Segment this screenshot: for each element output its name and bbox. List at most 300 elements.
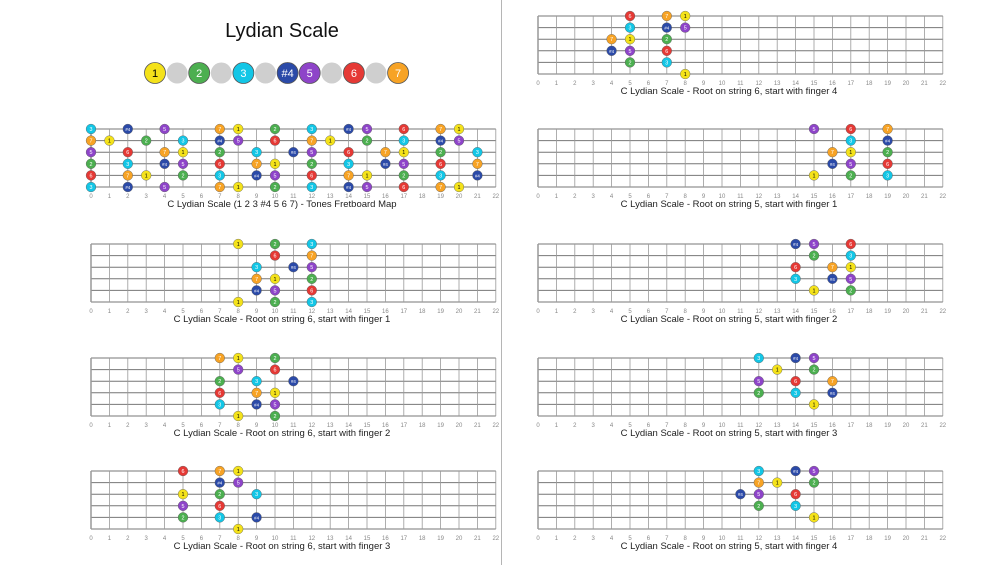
svg-text:2: 2: [757, 503, 761, 510]
svg-text:1: 1: [849, 265, 853, 272]
svg-text:7: 7: [830, 150, 834, 157]
note-dot: [252, 286, 262, 296]
note-dot: [883, 159, 893, 169]
svg-text:6: 6: [402, 127, 406, 133]
fret-number: 3: [144, 194, 148, 200]
fret-number: 9: [254, 309, 259, 315]
note-dot: [307, 159, 317, 169]
fret-number: 22: [939, 194, 947, 200]
fret-number: 16: [382, 194, 389, 200]
svg-text:7: 7: [475, 161, 479, 168]
svg-text:3: 3: [218, 173, 222, 180]
note-dot: [233, 124, 243, 134]
fret-number: 0: [89, 536, 93, 542]
note-dot: [791, 239, 801, 249]
fret-number: 17: [847, 194, 855, 200]
note-dot: [846, 159, 856, 169]
fret-number: 10: [271, 194, 279, 200]
fret-number: 7: [665, 423, 669, 429]
fret-number: 5: [628, 194, 632, 200]
svg-text:5: 5: [849, 276, 853, 283]
fret-number: 2: [126, 194, 130, 200]
note-dot: [791, 262, 801, 272]
fret-number: 5: [181, 194, 185, 200]
note-dot: [399, 136, 409, 146]
fretboard: [87, 125, 500, 200]
svg-text:7: 7: [163, 150, 167, 157]
svg-text:2: 2: [218, 150, 222, 157]
note-dot: [141, 171, 151, 181]
fret-number: 18: [865, 81, 873, 87]
note-dot: [680, 23, 690, 33]
svg-text:5: 5: [310, 150, 314, 157]
note-dot: [215, 388, 225, 398]
fret-number: 20: [455, 423, 463, 429]
fret-number: 7: [218, 423, 222, 429]
note-dot: [754, 501, 764, 511]
svg-text:1: 1: [236, 527, 240, 533]
svg-text:3: 3: [757, 469, 761, 475]
svg-text:1: 1: [775, 480, 779, 487]
svg-text:1: 1: [812, 173, 816, 180]
fret-number: 12: [308, 536, 316, 542]
svg-text:7: 7: [439, 185, 443, 191]
fret-number: 1: [107, 309, 112, 315]
note-dot: [754, 353, 764, 363]
fret-number: 10: [718, 194, 726, 200]
fret-number: 15: [810, 536, 818, 542]
note-dot: [662, 46, 672, 56]
svg-text:5: 5: [365, 127, 369, 133]
svg-text:1: 1: [181, 492, 185, 499]
note-dot: [233, 353, 243, 363]
fret-number: 4: [609, 309, 614, 315]
note-dot: [307, 274, 317, 284]
svg-text:#4: #4: [346, 127, 352, 132]
fret-number: 18: [418, 309, 426, 315]
fret-number: 7: [665, 81, 669, 87]
fretboard: [534, 354, 947, 429]
note-dot: [344, 147, 354, 157]
svg-text:5: 5: [757, 492, 761, 499]
fret-number: 4: [162, 194, 167, 200]
fret-number: 6: [199, 309, 204, 315]
fret-number: 17: [847, 81, 855, 87]
note-dot: [325, 136, 335, 146]
svg-text:5: 5: [812, 242, 816, 248]
note-dot: [233, 411, 243, 421]
note-dot: [178, 171, 188, 181]
note-dot: [215, 466, 225, 476]
svg-text:2: 2: [757, 390, 761, 397]
note-dot: [141, 136, 151, 146]
fret-number: 13: [773, 423, 781, 429]
note-dot: [846, 124, 856, 134]
fret-number: 17: [400, 309, 408, 315]
fret-number: 12: [308, 194, 316, 200]
fret-number: 20: [455, 194, 463, 200]
fret-number: 4: [609, 194, 614, 200]
note-dot: [625, 34, 635, 44]
fret-number: 3: [591, 194, 595, 200]
fret-number: 8: [236, 194, 240, 200]
note-dot: [270, 274, 280, 284]
fret-number: 11: [290, 309, 297, 315]
legend-tone-dot: [189, 63, 210, 84]
svg-text:6: 6: [886, 161, 890, 168]
diagram-root-6-finger-3: [87, 467, 500, 567]
fret-number: 10: [271, 536, 279, 542]
fret-number: 20: [902, 194, 910, 200]
fretboard: [534, 240, 947, 315]
note-dot: [791, 501, 801, 511]
diagram-root-6-finger-2: [87, 354, 500, 454]
fret-number: 8: [683, 536, 687, 542]
svg-text:3: 3: [126, 161, 130, 168]
note-dot: [828, 274, 838, 284]
fret-number: 9: [701, 81, 706, 87]
fret-number: 3: [591, 536, 595, 542]
note-dot: [791, 489, 801, 499]
fret-number: 16: [829, 194, 836, 200]
note-dot: [160, 159, 170, 169]
fret-number: 2: [126, 423, 130, 429]
fret-number: 2: [573, 536, 577, 542]
svg-text:2: 2: [665, 37, 669, 44]
note-dot: [791, 353, 801, 363]
svg-text:3: 3: [628, 25, 632, 32]
fret-number: 21: [474, 536, 481, 542]
fret-number: 11: [290, 423, 297, 429]
svg-text:2: 2: [310, 161, 314, 168]
fret-number: 12: [308, 309, 316, 315]
svg-text:1: 1: [683, 14, 687, 20]
note-dot: [846, 286, 856, 296]
fret-number: 9: [254, 423, 259, 429]
fret-number: 19: [437, 536, 444, 542]
note-dot: [344, 124, 354, 134]
svg-text:6: 6: [347, 150, 351, 157]
svg-text:1: 1: [273, 276, 277, 283]
fret-number: 17: [847, 536, 855, 542]
svg-text:1: 1: [236, 300, 240, 306]
fret-number: 4: [162, 536, 167, 542]
fret-number: 17: [847, 309, 855, 315]
fret-number: 15: [810, 194, 818, 200]
note-dot: [809, 171, 819, 181]
note-dot: [809, 251, 819, 261]
note-dot: [809, 124, 819, 134]
svg-text:5: 5: [236, 367, 240, 374]
svg-text:1: 1: [181, 150, 185, 157]
svg-text:3: 3: [439, 173, 443, 180]
note-dot: [270, 239, 280, 249]
diagram-caption: C Lydian Scale - Root on string 6, start with finger 2: [173, 428, 391, 439]
svg-text:7: 7: [218, 185, 222, 191]
svg-text:6: 6: [794, 379, 798, 386]
svg-text:#4: #4: [737, 492, 743, 498]
svg-text:2: 2: [812, 367, 816, 374]
fret-number: 1: [107, 194, 112, 200]
svg-text:#4: #4: [474, 173, 480, 179]
fret-number: 15: [363, 536, 371, 542]
svg-text:6: 6: [273, 367, 277, 374]
svg-text:1: 1: [236, 127, 240, 133]
note-dot: [307, 124, 317, 134]
fret-number: 12: [755, 423, 763, 429]
note-dot: [215, 136, 225, 146]
svg-text:1: 1: [107, 138, 111, 145]
fret-number: 11: [737, 536, 744, 542]
fret-number: 12: [755, 194, 763, 200]
legend-gap-dot: [366, 63, 387, 84]
note-dot: [307, 171, 317, 181]
fret-number: 18: [865, 194, 873, 200]
svg-text:2: 2: [849, 288, 853, 295]
svg-text:1: 1: [236, 414, 240, 420]
note-dot: [270, 353, 280, 363]
note-dot: [828, 159, 838, 169]
note-dot: [436, 136, 446, 146]
fret-number: 13: [326, 309, 334, 315]
fret-number: 4: [162, 423, 167, 429]
svg-text:7: 7: [610, 37, 614, 44]
svg-text:#4: #4: [382, 161, 388, 167]
legend-tone-dot: [233, 63, 254, 84]
fret-number: 9: [254, 536, 259, 542]
fret-number: 16: [829, 536, 836, 542]
svg-text:1: 1: [812, 515, 816, 522]
svg-text:#4: #4: [125, 185, 131, 190]
note-dot: [233, 466, 243, 476]
fret-number: 10: [271, 309, 279, 315]
note-dot: [86, 171, 96, 181]
note-dot: [754, 388, 764, 398]
fret-number: 8: [236, 309, 240, 315]
svg-text:5: 5: [163, 127, 167, 133]
fret-number: 1: [554, 423, 559, 429]
note-dot: [607, 46, 617, 56]
fret-number: 2: [126, 536, 130, 542]
fret-number: 0: [536, 81, 540, 87]
fret-number: 19: [884, 309, 891, 315]
fret-number: 8: [236, 536, 240, 542]
diagram-caption: C Lydian Scale - Root on string 5, start with finger 3: [620, 428, 838, 439]
svg-text:6: 6: [350, 68, 357, 80]
diagram-caption: C Lydian Scale - Root on string 5, start with finger 4: [620, 541, 838, 552]
note-dot: [123, 124, 133, 134]
legend-gap-dot: [255, 63, 276, 84]
note-dot: [270, 182, 280, 192]
diagram-caption: C Lydian Scale (1 2 3 #4 5 6 7) - Tones Fretboard Map: [167, 199, 397, 210]
note-dot: [160, 182, 170, 192]
svg-text:6: 6: [218, 161, 222, 168]
svg-text:6: 6: [665, 48, 669, 55]
note-dot: [828, 388, 838, 398]
fret-number: 10: [718, 309, 726, 315]
fret-number: 14: [792, 194, 799, 200]
column-divider: [501, 0, 502, 565]
note-dot: [791, 388, 801, 398]
svg-text:3: 3: [402, 138, 406, 145]
fret-number: 3: [591, 423, 595, 429]
legend-tone-dot: [388, 63, 409, 84]
note-dot: [399, 159, 409, 169]
fret-number: 22: [939, 536, 947, 542]
note-dot: [772, 478, 782, 488]
fret-number: 7: [218, 194, 222, 200]
fret-number: 7: [218, 309, 222, 315]
svg-text:7: 7: [255, 161, 259, 168]
note-dot: [270, 251, 280, 261]
svg-text:3: 3: [310, 127, 314, 133]
note-dot: [178, 136, 188, 146]
legend-tone-dot: [299, 63, 320, 84]
note-dot: [289, 147, 299, 157]
fret-number: 20: [902, 81, 910, 87]
svg-text:#4: #4: [829, 390, 835, 396]
svg-text:6: 6: [181, 469, 185, 475]
fret-number: 13: [326, 194, 334, 200]
svg-text:#4: #4: [829, 276, 835, 282]
svg-text:3: 3: [475, 150, 479, 157]
svg-text:6: 6: [849, 242, 853, 248]
fret-number: 6: [646, 194, 651, 200]
fret-number: 20: [902, 423, 910, 429]
note-dot: [846, 171, 856, 181]
note-dot: [252, 274, 262, 284]
note-dot: [625, 23, 635, 33]
svg-text:2: 2: [273, 356, 277, 362]
svg-text:5: 5: [236, 480, 240, 487]
svg-text:3: 3: [255, 265, 259, 272]
fret-number: 21: [921, 423, 928, 429]
note-dot: [86, 124, 96, 134]
svg-text:3: 3: [757, 356, 761, 362]
svg-text:#4: #4: [162, 161, 168, 167]
svg-text:1: 1: [365, 173, 369, 180]
svg-text:5: 5: [273, 288, 277, 295]
note-dot: [178, 513, 188, 523]
svg-text:7: 7: [347, 173, 351, 180]
svg-text:2: 2: [273, 242, 277, 248]
svg-text:5: 5: [849, 161, 853, 168]
note-dot: [791, 274, 801, 284]
fret-number: 13: [773, 309, 781, 315]
fretboard: [87, 467, 500, 542]
svg-text:#4: #4: [290, 379, 296, 385]
note-dot: [252, 147, 262, 157]
fret-number: 4: [609, 81, 614, 87]
svg-text:2: 2: [628, 60, 632, 67]
note-dot: [809, 478, 819, 488]
svg-text:2: 2: [218, 379, 222, 386]
fret-number: 19: [884, 423, 891, 429]
note-dot: [123, 159, 133, 169]
note-dot: [252, 171, 262, 181]
note-dot: [436, 171, 446, 181]
fret-number: 0: [89, 309, 93, 315]
svg-text:1: 1: [683, 72, 687, 78]
legend-gap-dot: [321, 63, 342, 84]
note-dot: [791, 376, 801, 386]
note-dot: [215, 353, 225, 363]
fret-number: 21: [474, 309, 481, 315]
svg-text:7: 7: [310, 138, 314, 145]
svg-text:6: 6: [218, 390, 222, 397]
note-dot: [86, 147, 96, 157]
svg-text:2: 2: [218, 492, 222, 499]
svg-text:#4: #4: [254, 515, 260, 521]
diagram-tones-fretboard-map: [87, 125, 500, 225]
note-dot: [307, 239, 317, 249]
fret-number: 15: [810, 81, 818, 87]
fret-number: 14: [345, 536, 352, 542]
note-dot: [362, 182, 372, 192]
fret-number: 13: [773, 81, 781, 87]
note-dot: [215, 147, 225, 157]
fret-number: 20: [902, 536, 910, 542]
fret-number: 12: [308, 423, 316, 429]
note-dot: [270, 124, 280, 134]
note-dot: [828, 262, 838, 272]
diagram-root-6-finger-1: [87, 240, 500, 340]
note-dot: [307, 297, 317, 307]
fret-number: 11: [290, 536, 297, 542]
fret-number: 14: [792, 536, 799, 542]
note-dot: [178, 489, 188, 499]
fret-number: 19: [437, 309, 444, 315]
svg-text:2: 2: [144, 138, 148, 145]
fret-number: 0: [89, 423, 93, 429]
svg-text:2: 2: [181, 515, 185, 522]
svg-text:2: 2: [886, 150, 890, 157]
fret-number: 13: [326, 423, 334, 429]
svg-text:6: 6: [273, 138, 277, 145]
note-dot: [123, 147, 133, 157]
note-dot: [436, 159, 446, 169]
note-dot: [123, 182, 133, 192]
svg-text:#4: #4: [793, 469, 799, 474]
fret-number: 4: [609, 536, 614, 542]
fretboard: [87, 240, 500, 315]
fret-number: 6: [199, 536, 204, 542]
note-dot: [883, 136, 893, 146]
fret-number: 6: [646, 81, 651, 87]
fret-number: 6: [646, 309, 651, 315]
svg-text:#4: #4: [885, 138, 891, 144]
svg-text:5: 5: [236, 138, 240, 145]
note-dot: [252, 376, 262, 386]
svg-text:7: 7: [665, 14, 669, 20]
note-dot: [307, 147, 317, 157]
svg-text:3: 3: [794, 390, 798, 397]
svg-text:3: 3: [849, 138, 853, 145]
note-dot: [307, 251, 317, 261]
svg-text:2: 2: [849, 173, 853, 180]
svg-text:5: 5: [402, 161, 406, 168]
fret-number: 2: [573, 309, 577, 315]
page-title: Lydian Scale: [225, 20, 339, 42]
note-dot: [473, 171, 483, 181]
fret-number: 13: [773, 536, 781, 542]
fret-number: 3: [144, 309, 148, 315]
note-dot: [883, 147, 893, 157]
svg-text:#4: #4: [346, 185, 352, 190]
note-dot: [233, 524, 243, 534]
svg-text:5: 5: [181, 161, 185, 168]
svg-text:7: 7: [255, 390, 259, 397]
